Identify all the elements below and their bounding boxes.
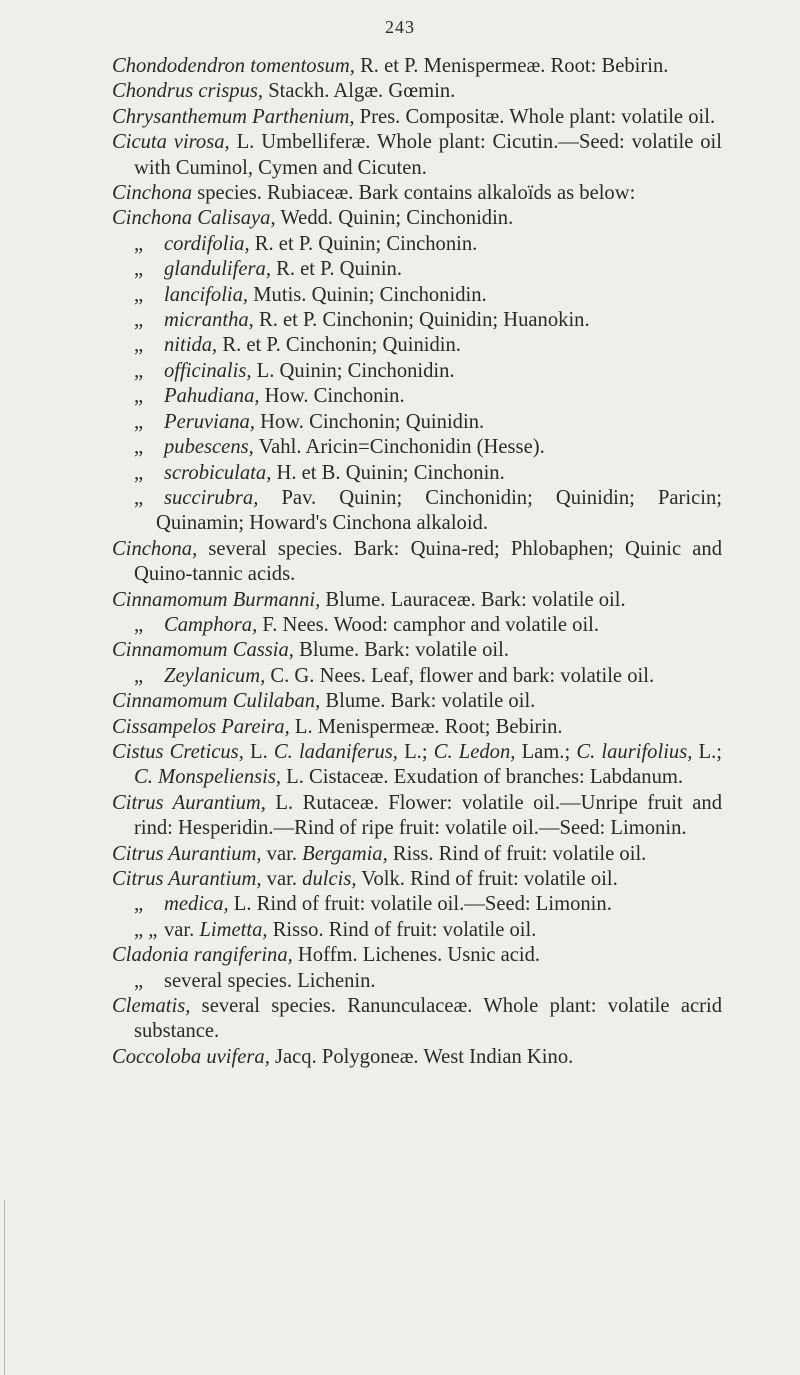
ditto-mark: „ [134, 486, 144, 509]
entry [112, 384, 722, 409]
entry-text: Pav. Quinin; Cinchonidin; Quinidin; Paricin; Quinamin; Howard's Cinchona alkaloid. [156, 486, 722, 535]
entry-text: var. [261, 868, 303, 890]
ditto-mark: „ [134, 385, 144, 408]
entry-text: R. et P. Quinin. [270, 258, 402, 281]
entry [112, 54, 722, 79]
entry [112, 105, 722, 130]
species-name: nitida, [164, 334, 218, 357]
entry-text: L. Rutaceæ. Flower: volatile oil.—Unripe fruit and rind: Hesperidin.—Rind of ripe fruit: volatile oil.—Seed: Limonin. [134, 791, 723, 840]
entry-text: L. Rind of fruit: volatile oil.—Seed: Limonin. [228, 893, 612, 916]
entry [112, 232, 722, 257]
entry-text: R. et P. Cinchonin; Quinidin; Huanokin. [253, 309, 590, 332]
ditto-mark: „ „ [134, 918, 158, 941]
entry [112, 206, 722, 231]
species-name: micrantha, [164, 309, 254, 332]
entry [112, 359, 722, 384]
ditto-mark: „ [134, 461, 144, 484]
entry-text: var. [164, 918, 200, 941]
entry [112, 486, 722, 537]
ditto-mark: „ [134, 613, 144, 636]
species-name: dulcis, [302, 868, 357, 890]
entry-text: Lam.; [515, 740, 577, 763]
entry-text: several species. Lichenin. [164, 969, 376, 992]
entry [112, 918, 722, 943]
species-name: Limetta, [199, 918, 268, 941]
ditto-mark: „ [134, 664, 144, 687]
entry-text: C. G. Nees. Leaf, flower and bark: volatile oil. [265, 664, 655, 687]
entry-text: Blume. Bark: volatile oil. [293, 639, 509, 662]
ditto-mark: „ [134, 283, 144, 306]
entry-text: L. Cistaceæ. Exudation of branches: Labdanum. [281, 766, 684, 789]
entry [112, 588, 722, 613]
entry-text: L.; [692, 740, 723, 763]
species-name: Cinchona, [112, 537, 198, 560]
entry-text: Risso. Rind of fruit: volatile oil. [267, 918, 537, 941]
species-name: lancifolia, [164, 283, 249, 306]
entry-text: Mutis. Quinin; Cinchonidin. [248, 283, 487, 306]
entry-text: R. et P. Quinin; Cinchonin. [249, 232, 478, 255]
entry [112, 867, 722, 892]
entry [112, 257, 722, 282]
entry [112, 943, 722, 968]
entry-text: Blume. Lauraceæ. Bark: volatile oil. [320, 588, 626, 611]
species-name: Zeylanicum, [164, 664, 266, 687]
entry [112, 842, 722, 867]
species-name: Cicuta virosa, [112, 131, 230, 154]
entry [112, 689, 722, 714]
entry-text: F. Nees. Wood: camphor and volatile oil. [257, 613, 600, 636]
species-name: Cinnamomum Burmanni, [112, 588, 321, 611]
entry-text: R. et P. Menispermeæ. Root: Bebirin. [354, 55, 669, 77]
species-name: Peruviana, [164, 410, 255, 433]
ditto-mark: „ [134, 232, 144, 255]
entry [112, 892, 722, 917]
entry-text: Volk. Rind of fruit: volatile oil. [356, 868, 618, 890]
species-name: Coccoloba uvifera, [112, 1045, 270, 1068]
species-name: Cissampelos Pareira, [112, 715, 290, 738]
ditto-mark: „ [134, 893, 144, 916]
species-name: scrobiculata, [164, 461, 272, 484]
entry-text: Pres. Compositæ. Whole plant: volatile oil. [354, 105, 716, 128]
entry [112, 664, 722, 689]
species-name: Cinchona [112, 182, 193, 205]
species-name: Pahudiana, [164, 385, 260, 408]
entry-text: R. et P. Cinchonin; Quinidin. [217, 334, 461, 357]
entry [112, 333, 722, 358]
species-name: Cinnamomum Culilaban, [112, 690, 321, 713]
entry-text: How. Cinchonin. [259, 385, 405, 408]
entry-text: L. [243, 740, 274, 763]
species-name: cordifolia, [164, 232, 250, 255]
entry [112, 740, 722, 791]
ditto-mark: „ [134, 334, 144, 357]
species-name: Cistus Creticus, [112, 740, 244, 763]
species-name: Citrus Aurantium, [112, 842, 262, 865]
species-name: Clematis, [112, 995, 191, 1018]
species-name: C. ladaniferus, [273, 740, 398, 763]
ditto-mark: „ [134, 258, 144, 281]
species-name: Citrus Aurantium, [112, 868, 262, 890]
entry [112, 181, 722, 206]
species-name: Chondrus crispus, [112, 80, 264, 103]
entry [112, 435, 722, 460]
entry-text: species. Rubiaceæ. Bark contains alkaloïds as below: [192, 182, 636, 205]
entry [112, 283, 722, 308]
entry-text: H. et B. Quinin; Cinchonin. [271, 461, 505, 484]
entry-text: L. Umbelliferæ. Whole plant: Cicutin.—Seed: volatile oil with Cuminol, Cymen and Cicuten. [134, 131, 722, 179]
entry-text: several species. Bark: Quina-red; Phlobaphen; Quinic and Quino-tannic acids. [134, 537, 722, 586]
entry-text: Jacq. Polygoneæ. West Indian Kino. [269, 1045, 574, 1068]
entry-text: Vahl. Aricin=Cinchonidin (Hesse). [253, 436, 545, 459]
species-name: Citrus Aurantium, [112, 791, 266, 814]
species-name: Chrysanthemum Parthenium, [112, 105, 355, 128]
entry [112, 969, 722, 994]
species-name: glandulifera, [164, 258, 271, 281]
entry-text: L.; [397, 740, 434, 763]
entry-text: How. Cinchonin; Quinidin. [254, 410, 485, 433]
entry [112, 308, 722, 333]
species-name: Cinchona Calisaya, [112, 207, 276, 230]
entry-text: Stackh. Algæ. Gœmin. [263, 80, 456, 103]
entry [112, 537, 722, 588]
entry-text: Hoffm. Lichenes. Usnic acid. [292, 944, 541, 967]
ditto-mark: „ [134, 969, 144, 992]
entry [112, 1045, 722, 1070]
species-name: succirubra, [164, 486, 259, 509]
entry [112, 613, 722, 638]
entry [112, 130, 722, 181]
species-name: medica, [164, 893, 229, 916]
entry-text: L. Quinin; Cinchonidin. [251, 359, 455, 382]
species-name: C. laurifolius, [576, 740, 693, 763]
species-name: Cladonia rangiferina, [112, 944, 293, 967]
entry [112, 715, 722, 740]
entry [112, 79, 722, 104]
entry-text: Riss. Rind of fruit: volatile oil. [387, 842, 647, 865]
species-name: Camphora, [164, 613, 258, 636]
species-name: pubescens, [164, 436, 254, 459]
entry-text: L. Menispermeæ. Root; Bebirin. [289, 715, 563, 738]
entry-list [112, 54, 722, 1070]
species-name: C. Monspeliensis, [134, 766, 282, 789]
entry-text: Blume. Bark: volatile oil. [320, 690, 536, 713]
ditto-mark: „ [134, 436, 144, 459]
species-name: Chondodendron tomentosum, [112, 55, 355, 77]
entry-text: several species. Ranunculaceæ. Whole plant: volatile acrid substance. [134, 995, 722, 1043]
species-name: C. Ledon, [433, 740, 516, 763]
entry-text: var. [261, 842, 303, 865]
entry [112, 410, 722, 435]
entry [112, 638, 722, 663]
ditto-mark: „ [134, 359, 144, 382]
ditto-mark: „ [134, 309, 144, 332]
margin-line [4, 1200, 5, 1375]
species-name: officinalis, [164, 359, 252, 382]
species-name: Cinnamomum Cassia, [112, 639, 294, 662]
entry [112, 994, 722, 1045]
species-name: Bergamia, [302, 842, 388, 865]
ditto-mark: „ [134, 410, 144, 433]
entry-text: Wedd. Quinin; Cinchonidin. [275, 207, 514, 230]
entry [112, 791, 722, 842]
page-number: 243 [385, 17, 415, 37]
entry [112, 461, 722, 486]
